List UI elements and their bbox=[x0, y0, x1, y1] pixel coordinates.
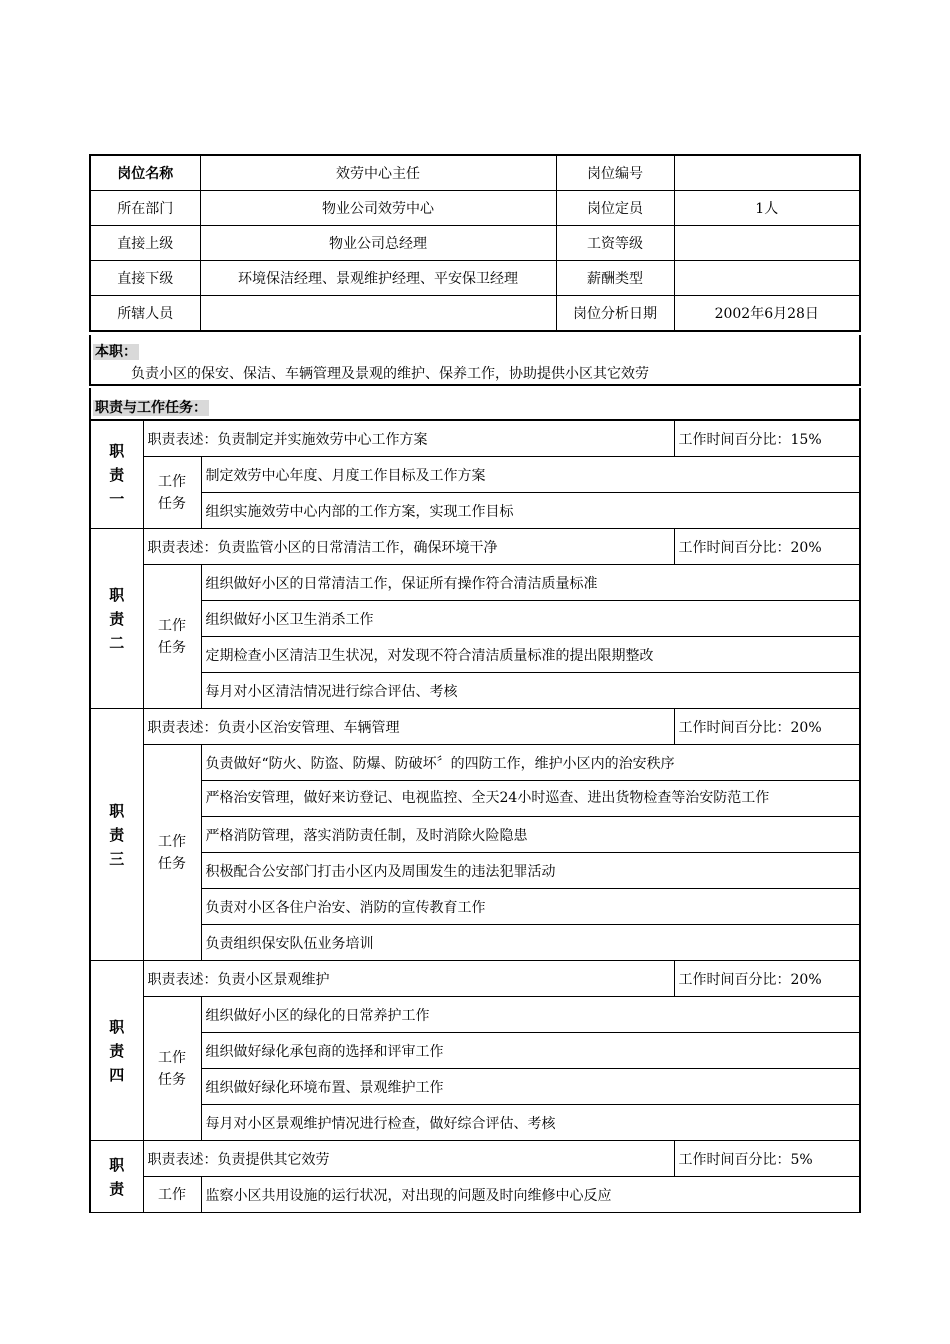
subordinate-label: 直接下级 bbox=[90, 261, 200, 296]
department-value: 物业公司效劳中心 bbox=[200, 191, 556, 226]
position-info-table bbox=[89, 154, 861, 332]
duty-number: 职 责 二 bbox=[90, 529, 143, 709]
task-item: 制定效劳中心年度、月度工作目标及工作方案 bbox=[201, 457, 860, 493]
task-row bbox=[90, 1033, 860, 1069]
task-item: 监察小区共用设施的运行状况，对出现的问题及时向维修中心反应 bbox=[201, 1177, 860, 1213]
task-item: 组织做好绿化环境布置、景观维护工作 bbox=[201, 1069, 860, 1105]
duty-desc-row bbox=[90, 709, 860, 745]
task-item: 严格消防管理，落实消防责任制，及时消除火险隐患 bbox=[201, 817, 860, 853]
task-header: 工作 任务 bbox=[143, 745, 201, 961]
headcount-value: 1人 bbox=[674, 191, 860, 226]
superior-value: 物业公司总经理 bbox=[200, 226, 556, 261]
task-row bbox=[90, 493, 860, 529]
duty-number: 职 责 三 bbox=[90, 709, 143, 961]
headcount-label: 岗位定员 bbox=[556, 191, 674, 226]
analysis-date-value: 2002年6月28日 bbox=[674, 296, 860, 332]
duty-description: 职责表述：负责小区治安管理、车辆管理 bbox=[143, 709, 674, 745]
row-subordinate bbox=[90, 261, 860, 296]
task-header: 工作 bbox=[143, 1177, 201, 1213]
duty-desc-row bbox=[90, 421, 860, 457]
task-row bbox=[90, 637, 860, 673]
summary-section bbox=[89, 335, 861, 386]
duty-desc-row bbox=[90, 1141, 860, 1177]
task-item: 负责对小区各住户治安、消防的宣传教育工作 bbox=[201, 889, 860, 925]
staff-label: 所辖人员 bbox=[90, 296, 200, 332]
duty-number: 职 责 bbox=[90, 1141, 143, 1213]
task-row bbox=[90, 457, 860, 493]
task-item: 定期检查小区清洁卫生状况，对发现不符合清洁质量标准的提出限期整改 bbox=[201, 637, 860, 673]
duty-desc-row bbox=[90, 529, 860, 565]
duty-time-percent: 工作时间百分比：15% bbox=[674, 421, 860, 457]
task-item: 积极配合公安部门打击小区内及周围发生的违法犯罪活动 bbox=[201, 853, 860, 889]
duty-description: 职责表述：负责制定并实施效劳中心工作方案 bbox=[143, 421, 674, 457]
duty-description: 职责表述：负责提供其它效劳 bbox=[143, 1141, 674, 1177]
task-item: 每月对小区景观维护情况进行检查，做好综合评估、考核 bbox=[201, 1105, 860, 1141]
task-item: 每月对小区清洁情况进行综合评估、考核 bbox=[201, 673, 860, 709]
row-superior bbox=[90, 226, 860, 261]
task-header: 工作 任务 bbox=[143, 565, 201, 709]
task-row bbox=[90, 601, 860, 637]
duty-time-percent: 工作时间百分比：5% bbox=[674, 1141, 860, 1177]
task-row bbox=[90, 817, 860, 853]
row-position-name bbox=[90, 155, 860, 191]
duties-title-bar bbox=[89, 388, 861, 420]
position-name-label: 岗位名称 bbox=[90, 155, 200, 191]
task-row bbox=[90, 925, 860, 961]
task-row bbox=[90, 1069, 860, 1105]
task-item: 严格治安管理，做好来访登记、电视监控、全天24小时巡查、进出货物检查等治安防范工作 bbox=[201, 781, 860, 817]
task-row bbox=[90, 745, 860, 781]
task-header: 工作 任务 bbox=[143, 997, 201, 1141]
duty-number: 职 责 四 bbox=[90, 961, 143, 1141]
position-name-value: 效劳中心主任 bbox=[200, 155, 556, 191]
duty-number: 职 责 一 bbox=[90, 421, 143, 529]
task-row bbox=[90, 889, 860, 925]
task-row bbox=[90, 673, 860, 709]
duty-description: 职责表述：负责小区景观维护 bbox=[143, 961, 674, 997]
task-item: 组织实施效劳中心内部的工作方案，实现工作目标 bbox=[201, 493, 860, 529]
task-row bbox=[90, 781, 860, 817]
task-item: 组织做好小区卫生消杀工作 bbox=[201, 601, 860, 637]
summary-text: 负责小区的保安、保洁、车辆管理及景观的维护、保养工作，协助提供小区其它效劳 bbox=[131, 366, 649, 382]
duty-time-percent: 工作时间百分比：20% bbox=[674, 961, 860, 997]
duty-desc-row bbox=[90, 961, 860, 997]
salary-type-value bbox=[674, 261, 860, 296]
subordinate-value: 环境保洁经理、景观维护经理、平安保卫经理 bbox=[200, 261, 556, 296]
task-row bbox=[90, 565, 860, 601]
analysis-date-label: 岗位分析日期 bbox=[556, 296, 674, 332]
summary-title: 本职： bbox=[95, 344, 137, 360]
task-row bbox=[90, 1177, 860, 1213]
salary-grade-value bbox=[674, 226, 860, 261]
position-code-label: 岗位编号 bbox=[556, 155, 674, 191]
task-item: 负责做好“防火、防盗、防爆、防破坏〞的四防工作，维护小区内的治安秩序 bbox=[201, 745, 860, 781]
duties-table bbox=[89, 420, 861, 1213]
duty-time-percent: 工作时间百分比：20% bbox=[674, 709, 860, 745]
task-item: 负责组织保安队伍业务培训 bbox=[201, 925, 860, 961]
salary-type-label: 薪酬类型 bbox=[556, 261, 674, 296]
task-item: 组织做好绿化承包商的选择和评审工作 bbox=[201, 1033, 860, 1069]
staff-value bbox=[200, 296, 556, 332]
duty-time-percent: 工作时间百分比：20% bbox=[674, 529, 860, 565]
task-item: 组织做好小区的日常清洁工作，保证所有操作符合清洁质量标准 bbox=[201, 565, 860, 601]
row-department bbox=[90, 191, 860, 226]
department-label: 所在部门 bbox=[90, 191, 200, 226]
task-item: 组织做好小区的绿化的日常养护工作 bbox=[201, 997, 860, 1033]
superior-label: 直接上级 bbox=[90, 226, 200, 261]
salary-grade-label: 工资等级 bbox=[556, 226, 674, 261]
position-code-value bbox=[674, 155, 860, 191]
task-row bbox=[90, 1105, 860, 1141]
task-header: 工作 任务 bbox=[143, 457, 201, 529]
duties-title: 职责与工作任务： bbox=[95, 400, 207, 416]
duty-description: 职责表述：负责监管小区的日常清洁工作，确保环境干净 bbox=[143, 529, 674, 565]
task-row bbox=[90, 853, 860, 889]
row-staff bbox=[90, 296, 860, 332]
task-row bbox=[90, 997, 860, 1033]
